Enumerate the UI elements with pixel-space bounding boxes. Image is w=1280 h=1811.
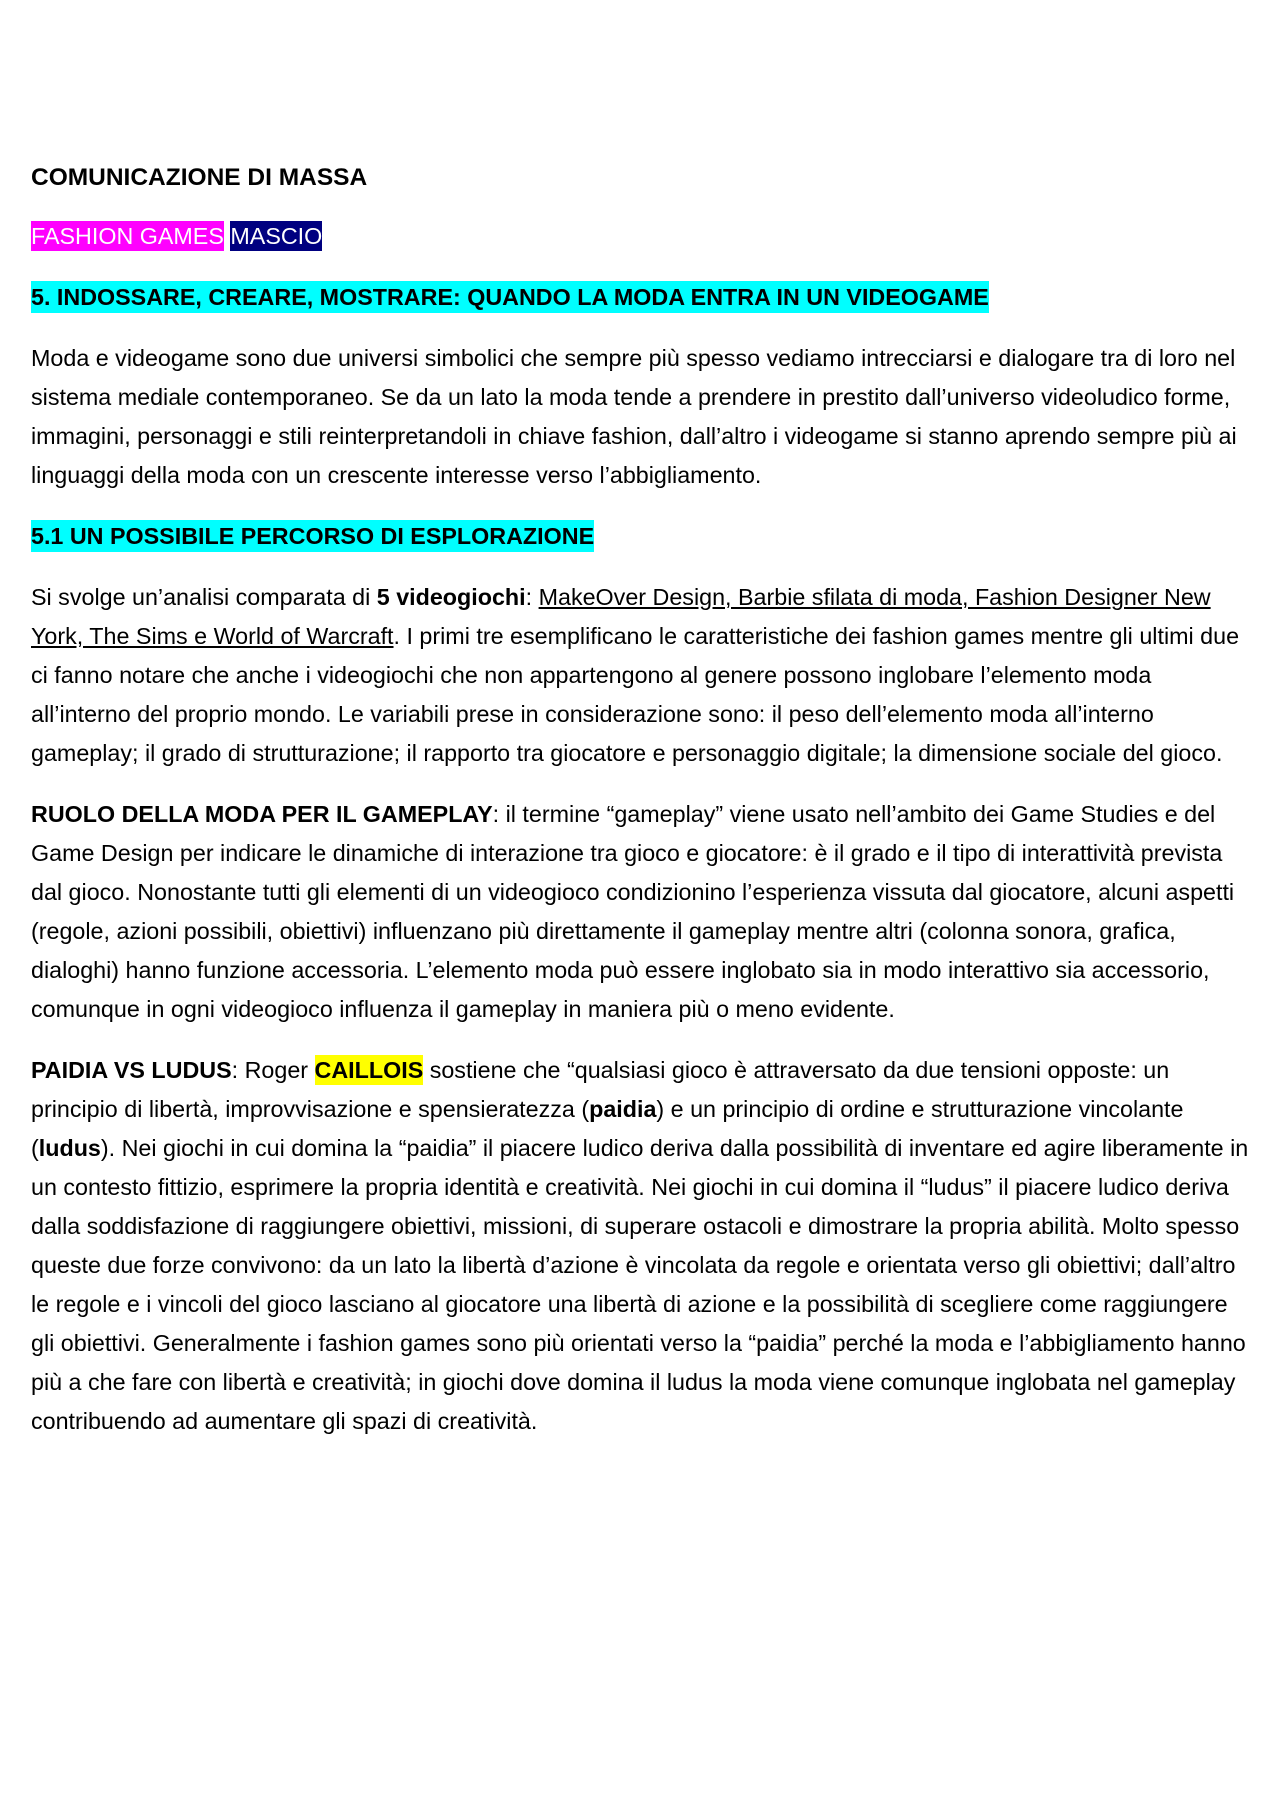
section-5-1-heading	[31, 517, 1253, 556]
document-title: COMUNICAZIONE DI MASSA	[31, 164, 368, 191]
paidia-pre-author: : Roger	[231, 1057, 315, 1083]
analysis-lead: Si svolge un’analisi comparata di	[31, 584, 377, 610]
author-caillois: CAILLOIS	[314, 1057, 424, 1083]
paidia-text-3: ). Nei giochi in cui domina la “paidia” il piacere ludico deriva dalla possibilità di inventare ed agire liberamente in un contesto fittizio, esprimere la propria identità e creatività. Nei giochi in cui domina il “ludus” il piacere ludico deriva dalla soddisfazione di raggiungere obiettivi, missioni, di superare ostacoli e dimostrare la propria abilità. Molto spesso queste due forze convivono: da un lato la libertà d’azione è vincolata da regole e orientata verso gli obiettivi; dall’altro le regole e i vincoli del gioco lasciano al giocatore una libertà di azione e la possibilità di scegliere come raggiungere gli obiettivi. Generalmente i fashion games sono più orientati verso la “paidia” perché la moda e l’abbigliamento hanno più a che fare con libertà e creatività; in giochi dove domina il ludus la moda viene comunque inglobata nel gameplay contribuendo ad aumentare gli spazi di creatività.	[31, 1135, 1249, 1434]
gameplay-label: RUOLO DELLA MODA PER IL GAMEPLAY	[31, 801, 493, 827]
analysis-paragraph	[31, 578, 1253, 773]
term-paidia: paidia	[589, 1096, 657, 1122]
section-5-heading-text: 5. INDOSSARE, CREARE, MOSTRARE: QUANDO LA MODA ENTRA IN UN VIDEOGAME	[31, 281, 989, 313]
tag-author: MASCIO	[230, 223, 323, 249]
term-ludus: ludus	[38, 1135, 101, 1161]
tag-fashion-games: FASHION GAMES	[31, 223, 224, 249]
document-page	[31, 158, 1253, 1463]
paidia-label: PAIDIA VS LUDUS	[31, 1057, 232, 1083]
gameplay-paragraph	[31, 795, 1253, 1029]
intro-paragraph: Moda e videogame sono due universi simbolici che sempre più spesso vediamo intrecciarsi e dialogare tra di loro nel sistema mediale contemporaneo. Se da un lato la moda tende a prendere in prestito dall’universo videoludico forme, immagini, personaggi e stili reinterpretandoli in chiave fashion, dall’altro i videogame si stanno aprendo sempre più ai linguaggi della moda con un crescente interesse verso l’abbigliamento.	[31, 345, 1237, 488]
section-5-1-heading-text: 5.1 UN POSSIBILE PERCORSO DI ESPLORAZIONE	[31, 520, 594, 552]
section-5-heading	[31, 278, 1253, 317]
analysis-colon: :	[525, 584, 539, 610]
analysis-rest: . I primi tre esemplificano le caratteristiche dei fashion games mentre gli ultimi due ci fanno notare che anche i videogiochi che non appartengono al genere possono inglobare l’elemento moda all’interno del proprio mondo. Le variabili prese in considerazione sono: il peso dell’elemento moda all’interno gameplay; il grado di strutturazione; il rapporto tra giocatore e personaggio digitale; la dimensione sociale del gioco.	[31, 623, 1240, 766]
tag-row	[31, 217, 1253, 256]
paidia-text-1: sostiene che “qualsiasi gioco è attraversato da due tensioni opposte: un principio di libertà, improvvisazione e spensieratezza (	[31, 1057, 1170, 1122]
gameplay-text: : il termine “gameplay” viene usato nell’ambito dei Game Studies e del Game Design per indicare le dinamiche di interazione tra gioco e giocatore: è il grado e il tipo di interattività prevista dal gioco. Nonostante tutti gli elementi di un videogioco condizionino l’esperienza vissuta dal giocatore, alcuni aspetti (regole, azioni possibili, obiettivi) influenzano più direttamente il gameplay mentre altri (colonna sonora, grafica, dialoghi) hanno funzione accessoria. L’elemento moda può essere inglobato sia in modo interattivo sia accessorio, comunque in ogni videogioco influenza il gameplay in maniera più o meno evidente.	[31, 801, 1235, 1022]
analysis-count: 5 videogiochi	[376, 584, 526, 610]
analysis-games-list: MakeOver Design, Barbie sfilata di moda, Fashion Designer New York, The Sims e World of Warcraft	[31, 584, 1211, 649]
paidia-paragraph	[31, 1051, 1253, 1441]
paidia-text-2: ) e un principio di ordine e strutturazione vincolante (	[31, 1096, 1184, 1161]
